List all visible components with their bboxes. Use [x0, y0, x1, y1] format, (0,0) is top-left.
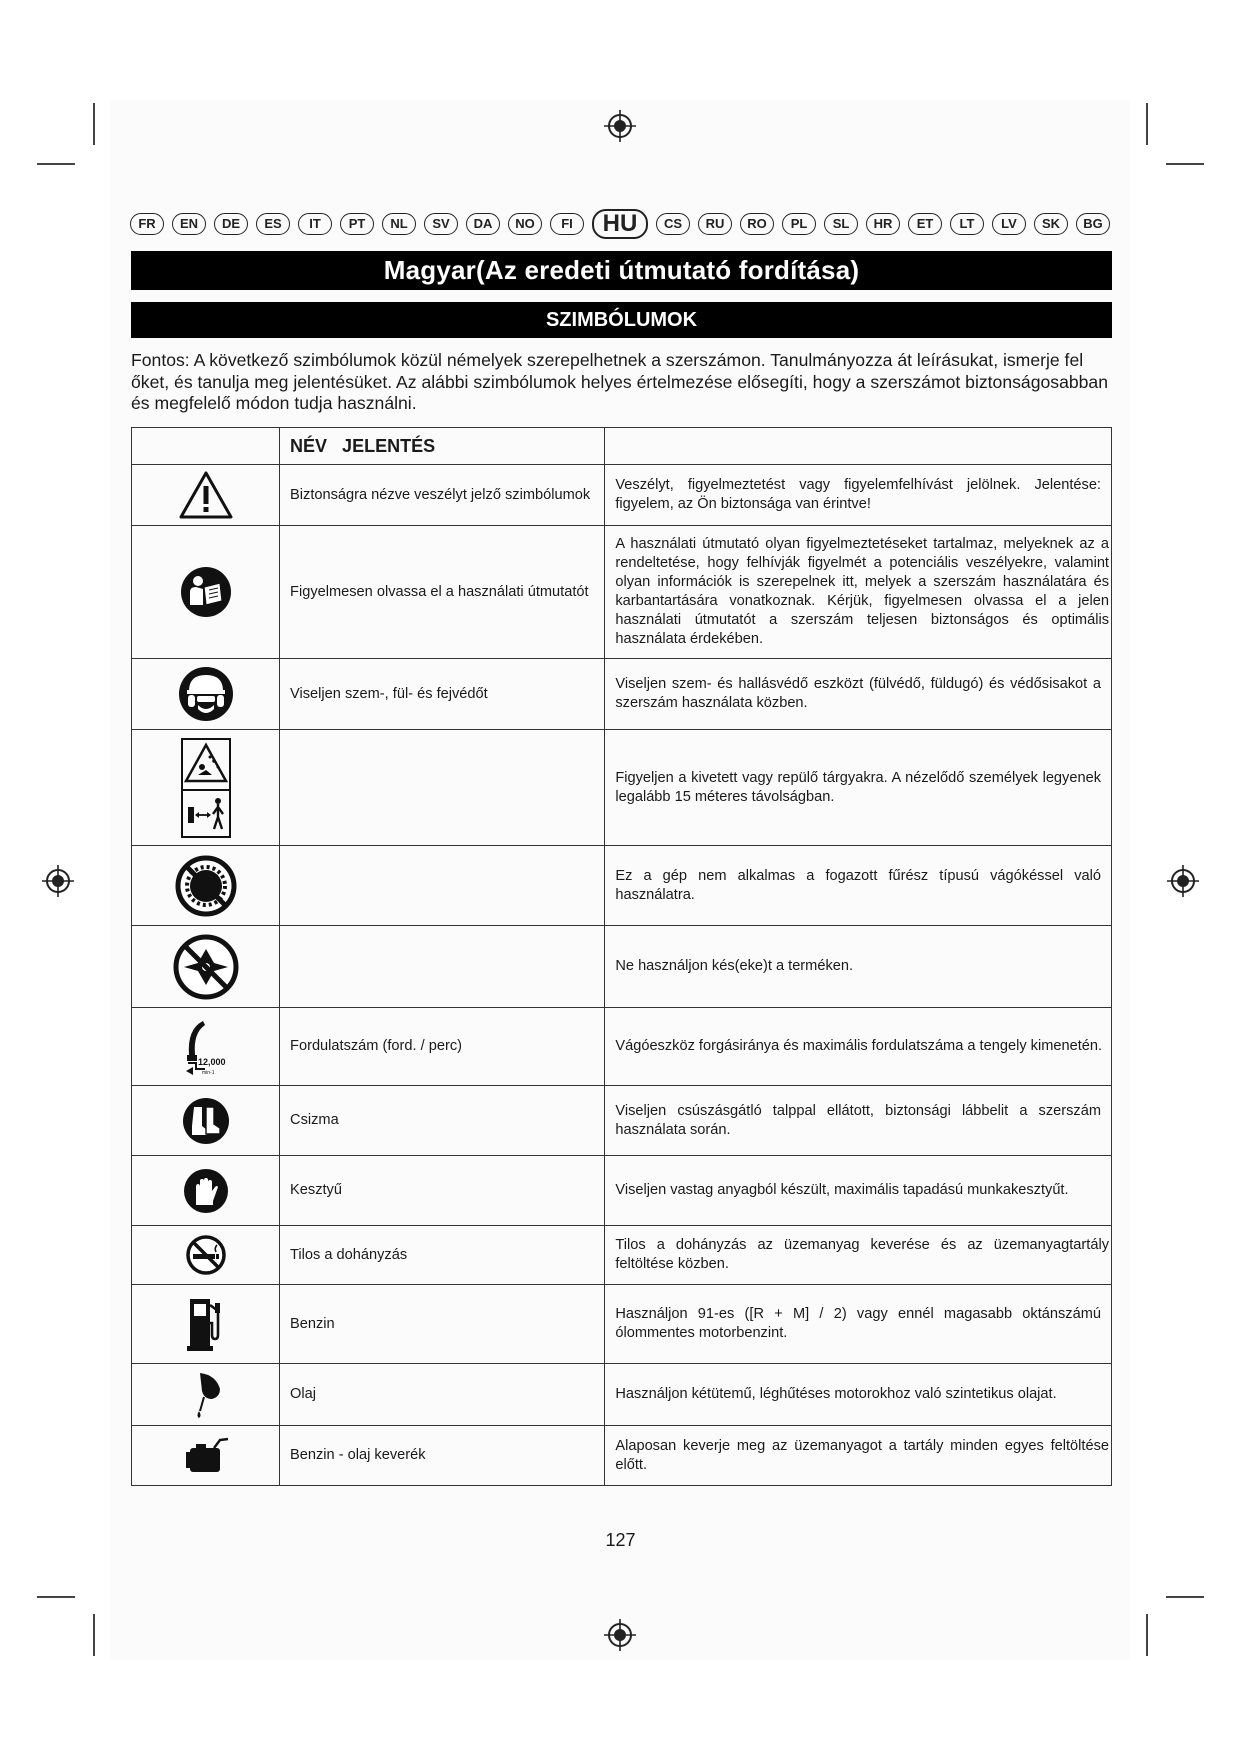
page-number: 127 — [605, 1530, 636, 1550]
symbol-description: Veszélyt, figyelmeztetést vagy figyelemfelhívást jelölnek. Jelentése: figyelem, az Ön biztonsága van érintve! — [605, 465, 1112, 526]
symbol-description: Viseljen csúszásgátló talppal ellátott, biztonsági lábbelit a szerszám használata során. — [605, 1086, 1112, 1156]
symbol-description: A használati útmutató olyan figyelmeztetéseket tartalmaz, melyeknek az a rendeltetése, hogy felhívják figyelmét a potenciális veszélyekre, valamint olyan információk is szerepelnek itt, melyek a szerszám használatára és karbantartására vonatkoznak. Kérjük, figyelmesen olvassa el a jelen használati útmutatót a szerszám teljesen biztonságos és optimális használata érdekében. — [605, 526, 1112, 659]
symbol-description: Használjon kétütemű, léghűtéses motorokhoz való szintetikus olajat. — [605, 1364, 1112, 1426]
rpm-value: 12,000 — [197, 1056, 226, 1067]
table-row — [132, 926, 1112, 1008]
symbol-name: Tilos a dohányzás — [280, 1226, 605, 1285]
symbol-description: Használjon 91-es ([R + M] / 2) vagy ennél magasabb oktánszámú ólommentes motorbenzint. — [605, 1285, 1112, 1364]
table-row — [132, 1426, 1112, 1486]
rotation-speed-icon — [175, 1015, 237, 1079]
lang-tab-fr[interactable]: FR — [130, 213, 164, 235]
boots-icon — [181, 1096, 231, 1146]
symbol-name: Benzin - olaj keverék — [280, 1426, 605, 1486]
lang-tab-sl[interactable]: SL — [824, 213, 858, 235]
symbol-description: Tilos a dohányzás az üzemanyag keverése és az üzemanyagtartály feltöltése közben. — [605, 1226, 1112, 1285]
lang-tab-es[interactable]: ES — [256, 213, 290, 235]
thrown-objects-distance-icon — [180, 737, 232, 839]
symbol-description: Vágóeszköz forgásiránya és maximális fordulatszáma a tengely kimenetén. — [605, 1008, 1112, 1086]
crop-mark — [1146, 1614, 1148, 1656]
lang-tab-pl[interactable]: PL — [782, 213, 816, 235]
lang-tab-de[interactable]: DE — [214, 213, 248, 235]
lang-tab-it[interactable]: IT — [298, 213, 332, 235]
symbol-description: Figyeljen a kivetett vagy repülő tárgyakra. A nézelődő személyek legyenek legalább 15 méteres távolságban. — [605, 730, 1112, 846]
lang-tab-bg[interactable]: BG — [1076, 213, 1110, 235]
lang-tab-fi[interactable]: FI — [550, 213, 584, 235]
no-saw-blade-icon — [175, 855, 237, 917]
table-row — [132, 1226, 1112, 1285]
lang-tab-lv[interactable]: LV — [992, 213, 1026, 235]
table-row — [132, 730, 1112, 846]
crop-mark — [37, 163, 75, 165]
symbol-name: Olaj — [280, 1364, 605, 1426]
symbol-description: Ne használjon kés(eke)t a terméken. — [605, 926, 1112, 1008]
table-row — [132, 526, 1112, 659]
table-row — [132, 1156, 1112, 1226]
language-selector — [130, 212, 1110, 236]
warning-triangle-icon — [178, 470, 234, 520]
lang-tab-lt[interactable]: LT — [950, 213, 984, 235]
crop-mark — [1166, 1596, 1204, 1598]
lang-tab-sk[interactable]: SK — [1034, 213, 1068, 235]
table-header: NÉV JELENTÉS — [280, 428, 605, 465]
rpm-unit: min-1 — [201, 1069, 215, 1076]
table-row — [132, 846, 1112, 926]
table-row — [132, 465, 1112, 526]
lang-tab-sv[interactable]: SV — [424, 213, 458, 235]
table-row — [132, 1285, 1112, 1364]
lang-tab-nl[interactable]: NL — [382, 213, 416, 235]
symbol-name: Kesztyű — [280, 1156, 605, 1226]
table-row — [132, 1086, 1112, 1156]
table-row — [132, 659, 1112, 730]
crop-mark — [37, 1596, 75, 1598]
symbol-name: Figyelmesen olvassa el a használati útmutatót — [280, 526, 605, 659]
registration-mark-icon — [603, 1618, 637, 1652]
registration-mark-icon — [1166, 864, 1200, 898]
page-title: Magyar(Az eredeti útmutató fordítása) — [131, 251, 1112, 290]
symbol-description: Alaposan keverje meg az üzemanyagot a tartály minden egyes feltöltése előtt. — [605, 1426, 1112, 1486]
lang-tab-hu-active[interactable]: HU — [592, 209, 648, 239]
crop-mark — [1166, 163, 1204, 165]
oil-drop-icon — [186, 1369, 226, 1421]
table-header-row — [132, 428, 1112, 465]
crop-mark — [1146, 103, 1148, 145]
registration-mark-icon — [603, 109, 637, 143]
registration-mark-icon — [41, 864, 75, 898]
symbol-name: Csizma — [280, 1086, 605, 1156]
intro-paragraph: Fontos: A következő szimbólumok közül némelyek szerepelhetnek a szerszámon. Tanulmányozza át leírásukat, ismerje fel őket, és tanulja meg jelentésüket. Az alábbi szimbólumok helyes értelmezése elősegíti, hogy a szerszámot biztonságosabban és megfelelő módon tudja használni. — [131, 350, 1108, 413]
lang-tab-ru[interactable]: RU — [698, 213, 732, 235]
eye-ear-head-protection-icon — [177, 665, 235, 723]
symbol-name: Biztonságra nézve veszélyt jelző szimbólumok — [280, 465, 605, 526]
crop-mark — [93, 103, 95, 145]
symbol-name: Fordulatszám (ford. / perc) — [280, 1008, 605, 1086]
symbol-description: Viseljen vastag anyagból készült, maximális tapadású munkakesztyűt. — [605, 1156, 1112, 1226]
read-manual-icon — [179, 565, 233, 619]
no-blade-icon — [172, 933, 240, 1001]
table-row — [132, 1364, 1112, 1426]
symbol-description: Ez a gép nem alkalmas a fogazott fűrész típusú vágókéssel való használatra. — [605, 846, 1112, 926]
symbol-name: Viseljen szem-, fül- és fejvédőt — [280, 659, 605, 730]
lang-tab-ro[interactable]: RO — [740, 213, 774, 235]
no-smoking-icon — [185, 1234, 227, 1276]
fuel-pump-icon — [186, 1295, 226, 1353]
section-heading: SZIMBÓLUMOK — [131, 302, 1112, 338]
lang-tab-cs[interactable]: CS — [656, 213, 690, 235]
symbol-name: Benzin — [280, 1285, 605, 1364]
lang-tab-en[interactable]: EN — [172, 213, 206, 235]
lang-tab-no[interactable]: NO — [508, 213, 542, 235]
lang-tab-hr[interactable]: HR — [866, 213, 900, 235]
symbol-description: Viseljen szem- és hallásvédő eszközt (fülvédő, füldugó) és védősisakot a szerszám használata közben. — [605, 659, 1112, 730]
symbols-table — [131, 427, 1112, 1486]
lang-tab-et[interactable]: ET — [908, 213, 942, 235]
fuel-mix-can-icon — [180, 1436, 232, 1476]
gloves-icon — [182, 1167, 230, 1215]
lang-tab-da[interactable]: DA — [466, 213, 500, 235]
table-row — [132, 1008, 1112, 1086]
lang-tab-pt[interactable]: PT — [340, 213, 374, 235]
crop-mark — [93, 1614, 95, 1656]
